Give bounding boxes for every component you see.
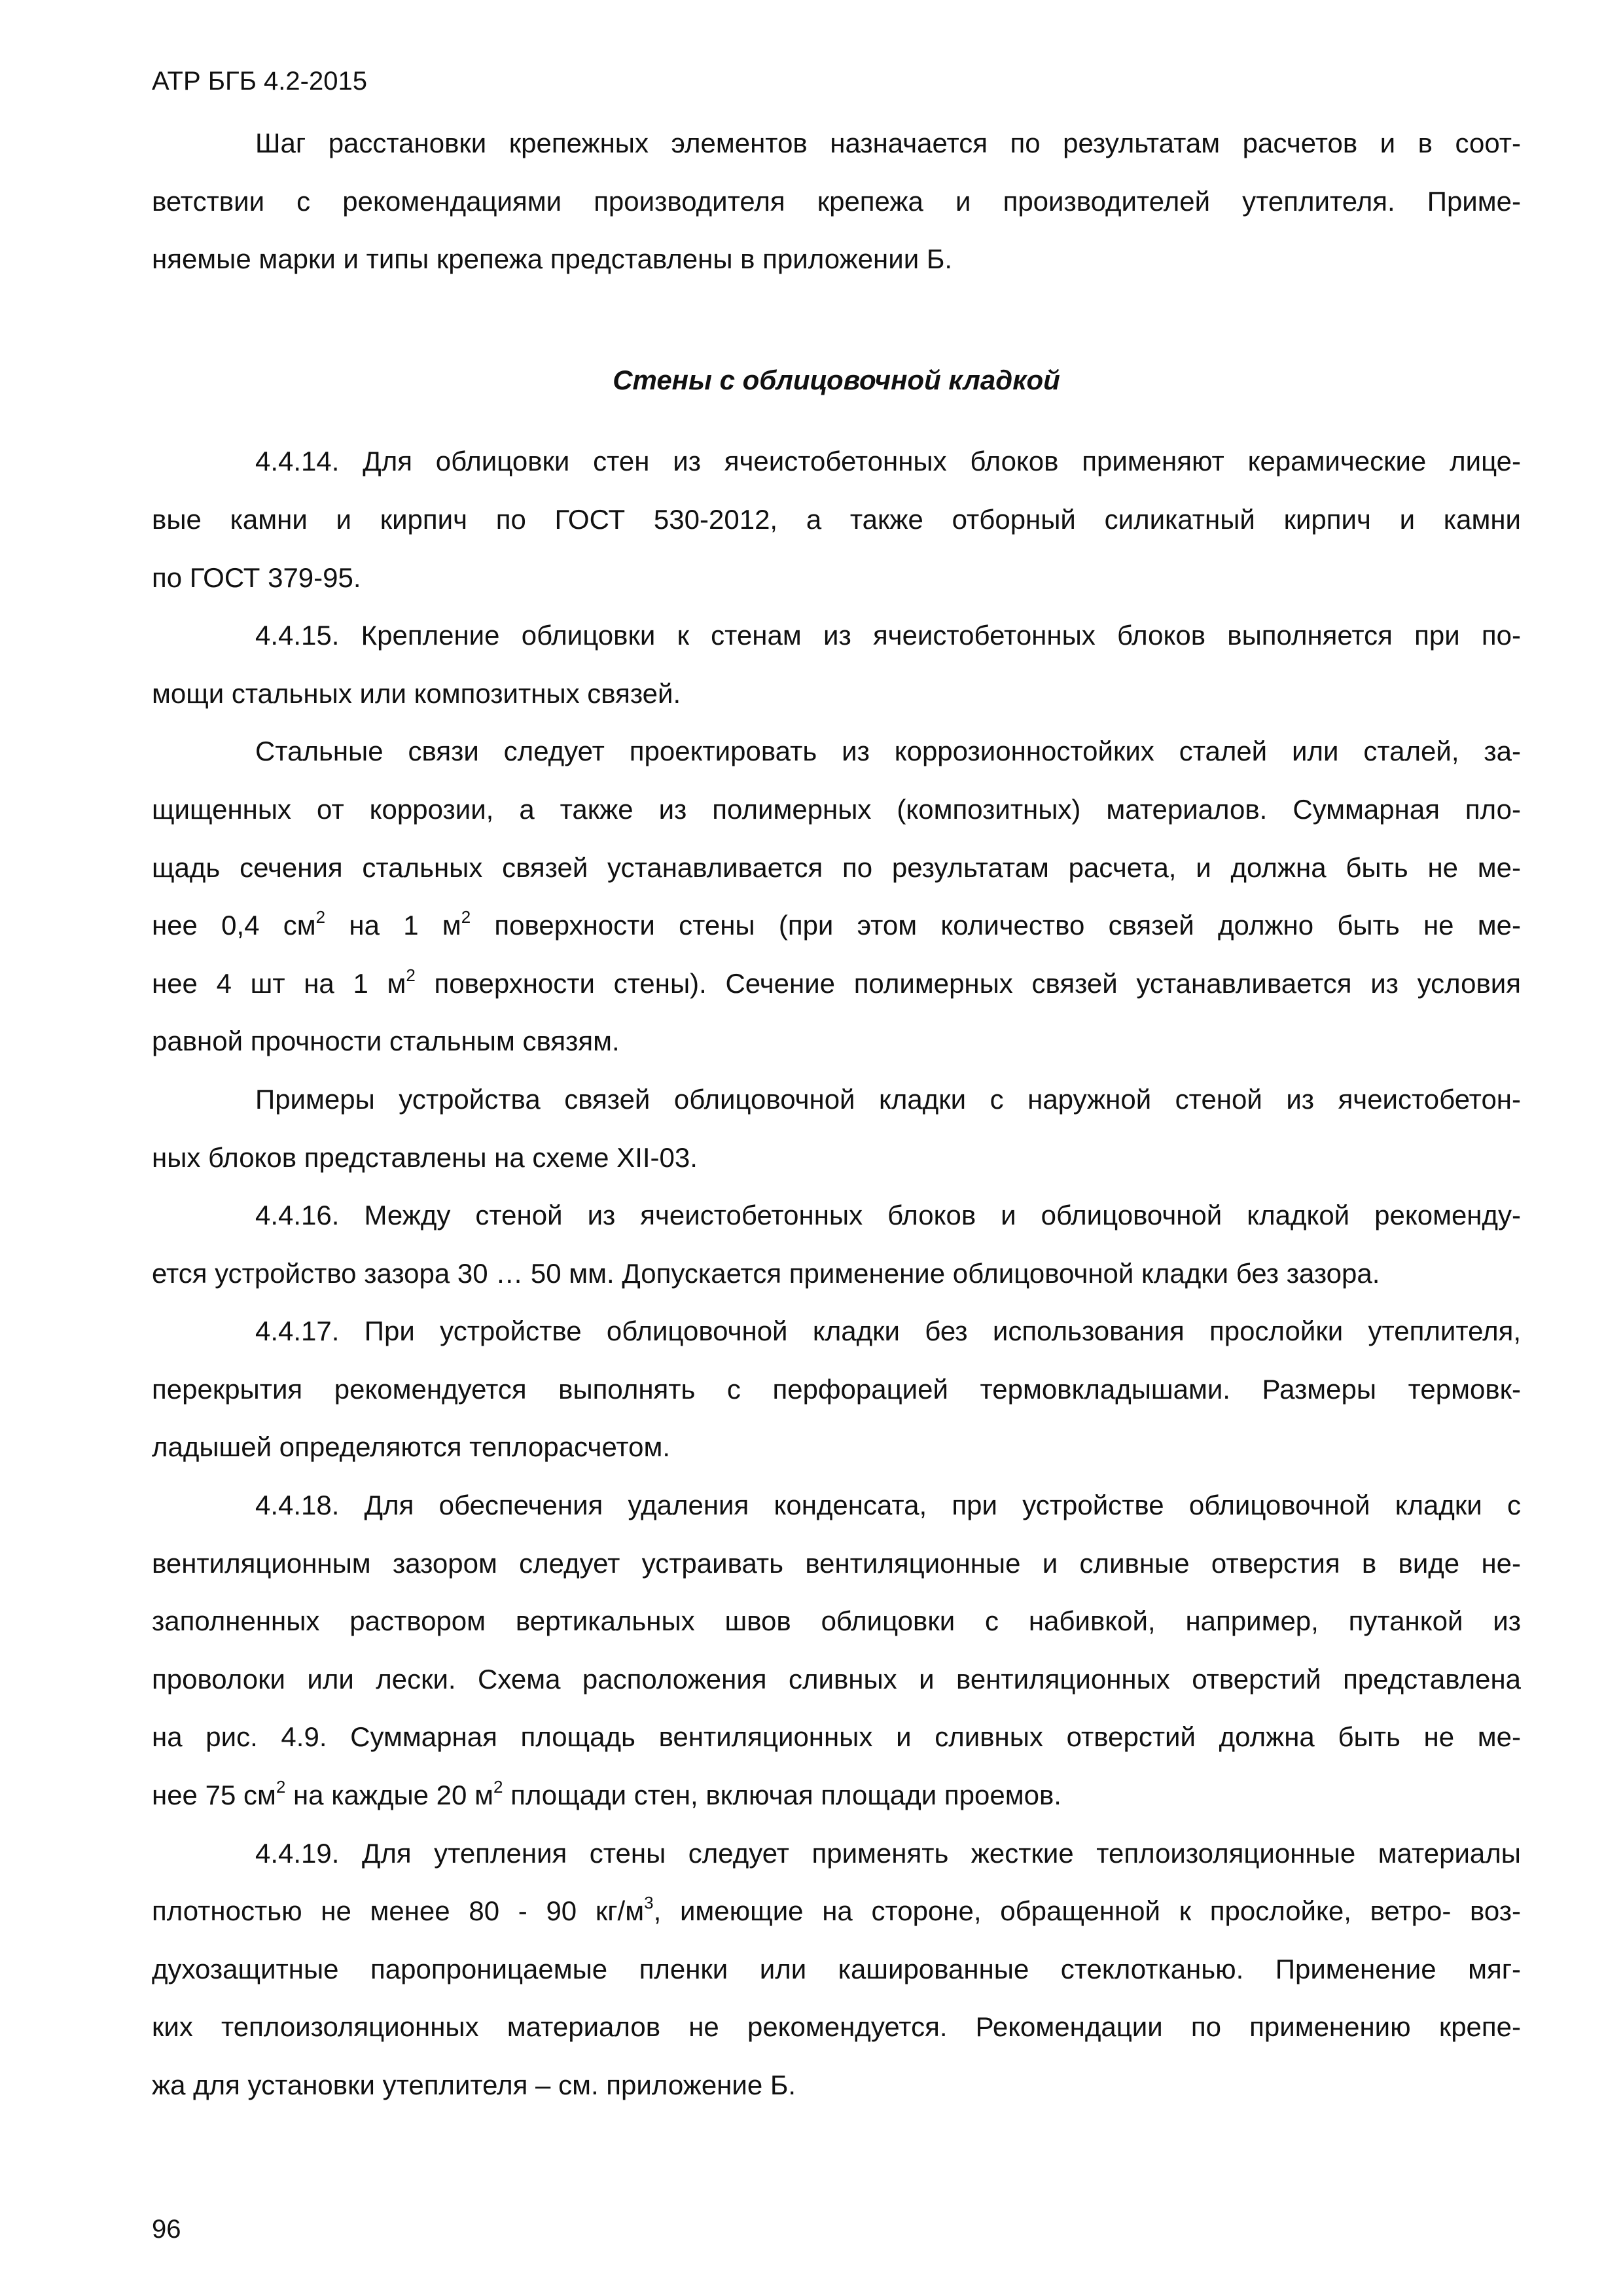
text-line: Примеры устройства связей облицовочной кладки с наружной стеной из ячеистобетон-: [255, 1083, 1521, 1115]
text-line: 4.4.19. Для утепления стены следует применять жесткие теплоизоляционные материалы: [255, 1837, 1521, 1869]
superscript: 3: [644, 1893, 654, 1913]
text-line: на рис. 4.9. Суммарная площадь вентиляционных и сливных отверстий должна быть не ме-: [152, 1721, 1521, 1753]
text-line: няемые марки и типы крепежа представлены в приложении Б.: [152, 243, 953, 275]
paragraph: [152, 1477, 1521, 1825]
text-segment: , имеющие на стороне, обращенной к прослойке, ветро- воз-: [653, 1895, 1521, 1927]
paragraph: [152, 433, 1521, 607]
text-line: жа для установки утеплителя – см. приложение Б.: [152, 2070, 796, 2100]
text-line: вые камни и кирпич по ГОСТ 530-2012, а также отборный силикатный кирпич и камни: [152, 503, 1521, 535]
paragraph: [152, 723, 1521, 1071]
text-line: [152, 897, 1521, 955]
text-segment: площади стен, включая площади проемов.: [503, 1780, 1061, 1811]
text-line: [152, 1882, 1521, 1941]
paragraph: [152, 1825, 1521, 2115]
text-line: 4.4.18. Для обеспечения удаления конденсата, при устройстве облицовочной кладки с: [255, 1490, 1521, 1521]
superscript: 2: [493, 1777, 503, 1797]
paragraph: [152, 115, 1521, 289]
text-line: 4.4.14. Для облицовки стен из ячеистобетонных блоков применяют керамические лице-: [255, 446, 1521, 477]
superscript: 2: [276, 1777, 286, 1797]
text-line: вентиляционным зазором следует устраивать вентиляционные и сливные отверстия в виде не-: [152, 1547, 1521, 1579]
text-line: ветствии с рекомендациями производителя крепежа и производителей утеплителя. Приме-: [152, 185, 1521, 217]
superscript: 2: [406, 965, 416, 985]
text-line: равной прочности стальным связям.: [152, 1026, 620, 1057]
text-line: ных блоков представлены на схеме XII-03.: [152, 1141, 698, 1173]
text-line: щадь сечения стальных связей устанавливается по результатам расчета, и должна быть не ме-: [152, 852, 1521, 883]
text-segment: нее 4 шт на 1 м: [152, 967, 406, 999]
text-segment: нее 0,4 см: [152, 910, 316, 941]
text-line: 4.4.15. Крепление облицовки к стенам из ячеистобетонных блоков выполняется при по-: [255, 620, 1521, 651]
text-line: 4.4.16. Между стеной из ячеистобетонных блоков и облицовочной кладкой рекоменду-: [255, 1200, 1521, 1231]
superscript: 2: [315, 907, 326, 927]
superscript: 2: [461, 907, 471, 927]
text-line: по ГОСТ 379-95.: [152, 562, 361, 593]
document-body: [152, 115, 1521, 2115]
text-line: ладышей определяются теплорасчетом.: [152, 1431, 671, 1463]
paragraph: [152, 607, 1521, 723]
text-segment: поверхности стены). Сечение полимерных связей устанавливается из условия: [415, 967, 1521, 999]
text-line: ких теплоизоляционных материалов не рекомендуется. Рекомендации по применению крепе-: [152, 2011, 1521, 2043]
text-segment: на 1 м: [325, 910, 461, 941]
text-line: [152, 1767, 1521, 1825]
text-segment: на каждые 20 м: [285, 1780, 493, 1811]
page-number: 96: [152, 2215, 181, 2244]
paragraph: [152, 1071, 1521, 1187]
text-line: заполненных раствором вертикальных швов облицовки с набивкой, например, путанкой из: [152, 1605, 1521, 1637]
text-line: щищенных от коррозии, а также из полимерных (композитных) материалов. Суммарная пло-: [152, 793, 1521, 825]
text-line: [152, 955, 1521, 1013]
text-segment: нее 75 см: [152, 1780, 276, 1811]
text-line: перекрытия рекомендуется выполнять с перфорацией термовкладышами. Размеры термовк-: [152, 1373, 1521, 1405]
paragraph: [152, 1302, 1521, 1477]
section-heading: Стены с облицовочной кладкой: [613, 364, 1060, 395]
text-line: духозащитные паропроницаемые пленки или кашированные стеклотканью. Применение мяг-: [152, 1953, 1521, 1984]
text-segment: плотностью не менее 80 - 90 кг/м: [152, 1895, 645, 1927]
paragraph: [152, 1187, 1521, 1302]
running-header: АТР БГБ 4.2-2015: [152, 67, 367, 96]
text-line: мощи стальных или композитных связей.: [152, 677, 681, 709]
text-line: Шаг расстановки крепежных элементов назначается по результатам расчетов и в соот-: [255, 128, 1521, 158]
text-line: проволоки или лески. Схема расположения сливных и вентиляционных отверстий представлена: [152, 1663, 1521, 1695]
text-line: Стальные связи следует проектировать из коррозионностойких сталей или сталей, за-: [255, 736, 1521, 767]
text-line: ется устройство зазора 30 … 50 мм. Допускается применение облицовочной кладки без зазора.: [152, 1257, 1380, 1289]
text-line: 4.4.17. При устройстве облицовочной кладки без использования прослойки утеплителя,: [255, 1316, 1521, 1347]
text-segment: поверхности стены (при этом количество связей должно быть не ме-: [471, 910, 1521, 941]
